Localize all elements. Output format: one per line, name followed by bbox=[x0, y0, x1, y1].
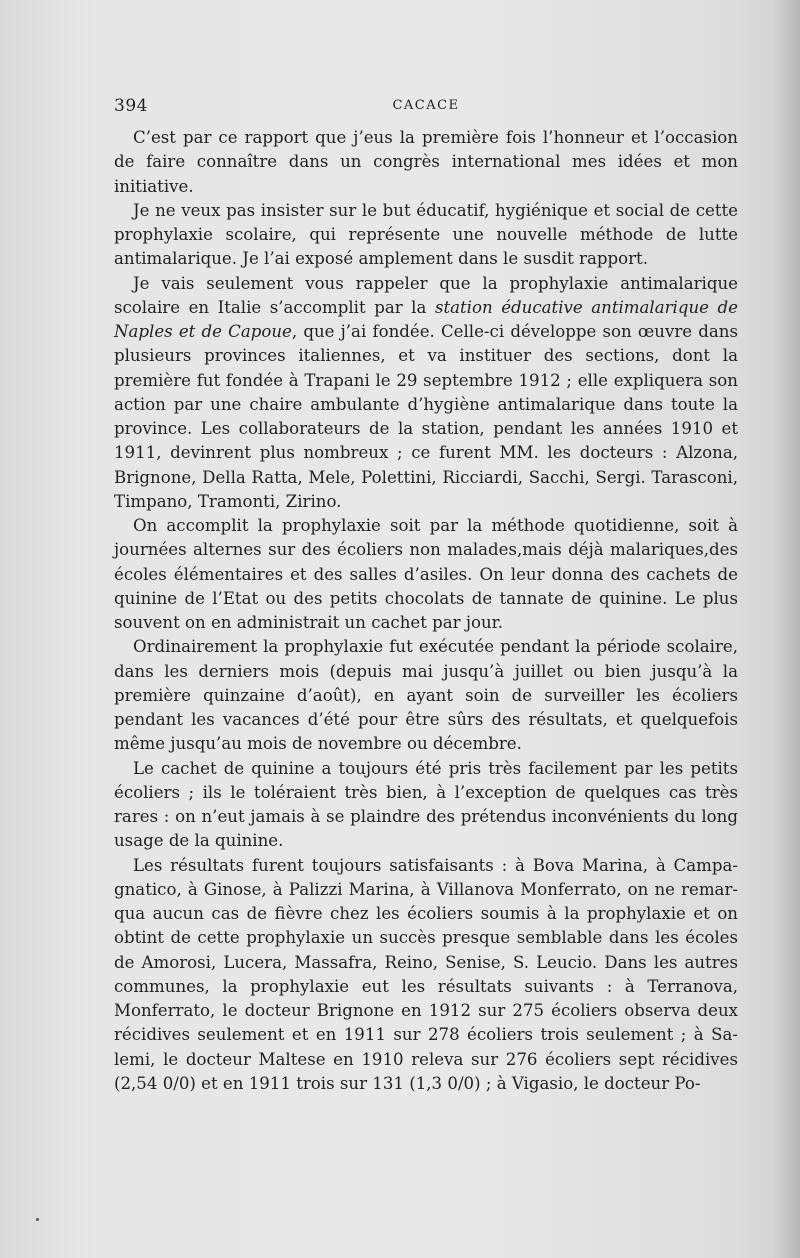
scan-speck bbox=[36, 1218, 39, 1221]
paragraph-1: C’est par ce rapport que j’eus la première fois l’honneur et l’occasion de faire connaître dans un congrès international mes idées et mon initiative. bbox=[114, 128, 738, 196]
page-edge-shadow bbox=[772, 0, 800, 1258]
paragraph-6: Le cachet de quinine a toujours été pris très facilement par les petits écoliers ; ils le toléraient très bien, à l’exception de quelques cas très rares : on n’eut jamais à se plaindre des prétendus inconvénients du long usage de la quinine. bbox=[114, 758, 738, 851]
running-head: CACACE bbox=[392, 98, 460, 113]
paragraph-2: Je ne veux pas insister sur le but éducatif, hygiénique et social de cette prophylaxie scolaire, qui représente une nouvelle méthode de lutte antimalarique. Je l’ai exposé amplement dans le susdit rapport. bbox=[114, 200, 738, 269]
station-name-italic: station éducative antimalarique de Naples et de Capoue bbox=[114, 297, 738, 341]
body-text bbox=[114, 126, 738, 1096]
paragraph-5: Ordinairement la prophylaxie fut exécutée pendant la période scolaire, dans les derniers mois (depuis mai jusqu’à juillet ou bien jusqu’à la première quinzaine d’août), en ayant soin de surveiller les écoliers pendant les vacances d’été pour être sûrs des résultats, et quelquefois même jusqu’au mois de novembre ou décembre. bbox=[114, 637, 738, 754]
paragraph-7: Les résultats furent toujours satisfaisants : à Bova Marina, à Campagnatico, à Ginose, à Palizzi Marina, à Villanova Monferrato, on ne remarqua aucun cas de fièvre chez les écoliers soumis à la prophylaxie et on obtint de cette prophylaxie un succès presque semblable dans les écoles de Amorosi, Lucera, Massafra, Reino, Senise, S. Leucio. Dans les autres communes, la prophylaxie eut les résultats suivants : à Terranova, Monferrato, le docteur Brignone en 1912 sur 275 écoliers observa deux récidives seulement et en 1911 sur 278 écoliers trois seulement ; à Salemi, le docteur Maltese en 1910 releva sur 276 écoliers sept récidives (2,54 0/0) et en 1911 trois sur 131 (1,3 0/0) ; à Vigasio, le docteur Po- bbox=[114, 855, 738, 1093]
paragraph-3 bbox=[114, 272, 738, 515]
paragraph-4: On accomplit la prophylaxie soit par la méthode quotidienne, soit à journées alternes sur des écoliers non malades,mais déjà malariques,des écoles élémentaires et des salles d’asiles. On leur donna des cachets de quinine de l’Etat ou des petits chocolats de tannate de quinine. Le plus souvent on en administrait un cachet par jour. bbox=[114, 516, 738, 632]
page-number: 394 bbox=[114, 96, 148, 116]
paragraph-3-text-after: , que j’ai fondée. Celle-ci développe son œuvre dans plusieurs provinces italiennes, et va instituer des sections, dont la première fut fondée à Trapani le 29 septembre 1912 ; elle expliquera son action par une chaire ambulante d’hygiène antimalarique dans toute la province. Les collaborateurs de la station, pendant les années 1910 et 1911, devinrent plus nombreux ; ce furent MM. les docteurs : Alzona, Brignone, Della Ratta, Mele, Polettini, Ricciardi, Sacchi, Sergi. Tarasconi, Timpano, Tramonti, Zirino. bbox=[114, 322, 738, 511]
page-header bbox=[114, 96, 738, 118]
paragraph-3-text-before: Je vais seulement vous rappeler que la prophylaxie antimalarique scolaire en Italie s’accomplit par la bbox=[114, 273, 738, 317]
